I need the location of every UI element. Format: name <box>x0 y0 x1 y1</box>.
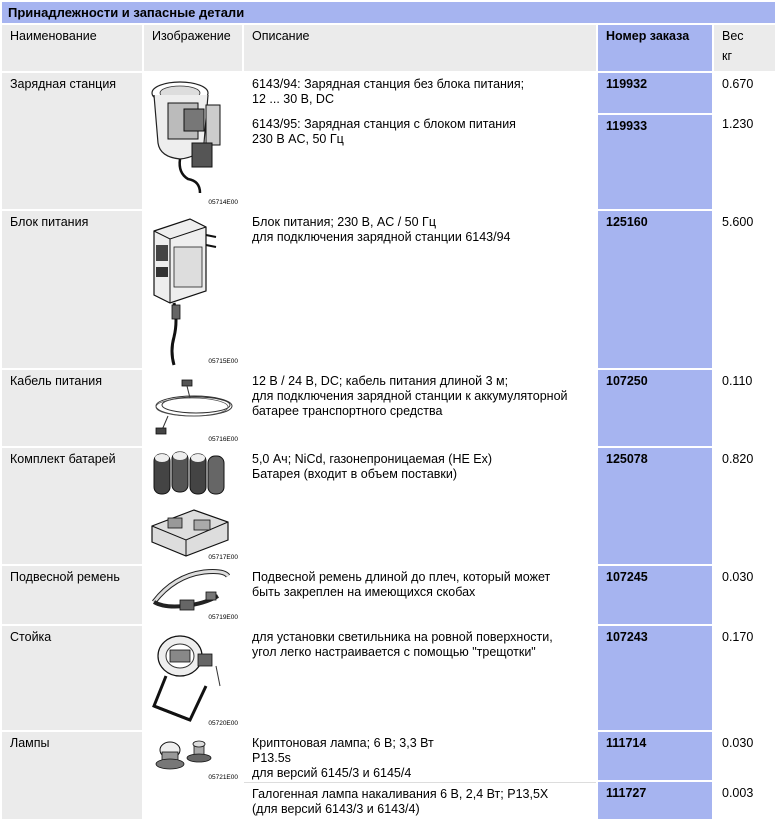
header-weight-label: Вес <box>722 29 744 43</box>
lamp-image <box>144 732 242 819</box>
weight-value: 0.030 <box>714 732 775 780</box>
order-number: 119932 <box>598 73 712 113</box>
row-description <box>244 113 596 209</box>
description-line: угол легко настраивается с помощью "трещотки" <box>252 645 536 659</box>
row-description <box>244 73 596 113</box>
charging-station-image <box>144 73 242 209</box>
figure-code: 05720E00 <box>208 720 238 727</box>
figure-code: 05719E00 <box>208 614 238 621</box>
header-image: Изображение <box>144 25 242 71</box>
row-description <box>244 211 596 368</box>
battery-pack-icon <box>144 448 242 564</box>
description-line: 6143/94: Зарядная станция без блока питания; <box>252 77 525 91</box>
row-name: Блок питания <box>2 211 142 368</box>
weight-value: 0.670 <box>714 73 775 113</box>
shoulder-strap-image <box>144 566 242 624</box>
order-number: 111714 <box>598 732 712 780</box>
charging-station-icon <box>144 73 242 209</box>
description-line: 6143/95: Зарядная станция с блоком питания <box>252 117 516 131</box>
order-number: 125078 <box>598 448 712 564</box>
order-number: 107250 <box>598 370 712 446</box>
figure-code: 05714E00 <box>208 199 238 206</box>
stand-icon <box>144 626 242 730</box>
weight-value: 0.110 <box>714 370 775 446</box>
description-line: 12 В / 24 В, DC; кабель питания длиной 3 м; <box>252 374 509 388</box>
row-description <box>244 566 596 624</box>
header-weight-unit: кг <box>722 49 733 63</box>
description-line: Галогенная лампа накаливания 6 В, 2,4 Вт; P13,5X <box>252 787 549 801</box>
row-name: Стойка <box>2 626 142 730</box>
description-line: для подключения зарядной станции к аккумуляторной <box>252 389 568 403</box>
row-name: Лампы <box>2 732 142 819</box>
weight-value: 0.003 <box>714 782 775 819</box>
description-line: для подключения зарядной станции 6143/94 <box>252 230 511 244</box>
description-line: Криптоновая лампа; 6 В; 3,3 Вт <box>252 736 434 750</box>
power-supply-image <box>144 211 242 368</box>
power-supply-icon <box>144 211 242 368</box>
figure-code: 05715E00 <box>208 358 238 365</box>
weight-value: 1.230 <box>714 113 775 209</box>
table-title: Принадлежности и запасные детали <box>2 2 775 23</box>
power-cable-icon <box>144 370 242 446</box>
weight-value: 0.170 <box>714 626 775 730</box>
row-name: Кабель питания <box>2 370 142 446</box>
description-line: (для версий 6143/3 и 6143/4) <box>252 802 420 816</box>
row-description <box>244 626 596 730</box>
description-line: 12 ... 30 В, DC <box>252 92 334 106</box>
header-name: Наименование <box>2 25 142 71</box>
weight-value: 0.030 <box>714 566 775 624</box>
header-weight <box>714 25 775 71</box>
stand-image <box>144 626 242 730</box>
weight-value: 0.820 <box>714 448 775 564</box>
row-description <box>244 370 596 446</box>
description-line: P13.5s <box>252 751 291 765</box>
battery-pack-image <box>144 448 242 564</box>
order-number: 107245 <box>598 566 712 624</box>
row-description <box>244 448 596 564</box>
description-line: быть закреплен на имеющихся скобах <box>252 585 476 599</box>
figure-code: 05717E00 <box>208 554 238 561</box>
header-order-number: Номер заказа <box>598 25 712 71</box>
order-number: 111727 <box>598 782 712 819</box>
row-description <box>244 732 596 780</box>
figure-code: 05716E00 <box>208 436 238 443</box>
row-name: Подвесной ремень <box>2 566 142 624</box>
order-number: 119933 <box>598 113 712 209</box>
weight-value: 5.600 <box>714 211 775 368</box>
row-name: Комплект батарей <box>2 448 142 564</box>
row-description <box>244 782 596 819</box>
description-line: батарее транспортного средства <box>252 404 443 418</box>
power-cable-image <box>144 370 242 446</box>
description-line: для установки светильника на ровной поверхности, <box>252 630 553 644</box>
figure-code: 05721E00 <box>208 774 238 781</box>
description-line: Батарея (входит в объем поставки) <box>252 467 458 481</box>
header-description: Описание <box>244 25 596 71</box>
description-line: 5,0 Ач; NiCd, газонепроницаемая (НЕ Ex) <box>252 452 493 466</box>
description-line: 230 В AC, 50 Гц <box>252 132 344 146</box>
order-number: 107243 <box>598 626 712 730</box>
description-line: Блок питания; 230 В, AC / 50 Гц <box>252 215 436 229</box>
order-number: 125160 <box>598 211 712 368</box>
row-name: Зарядная станция <box>2 73 142 209</box>
description-line: для версий 6145/3 и 6145/4 <box>252 766 412 780</box>
description-line: Подвесной ремень длиной до плеч, который может <box>252 570 551 584</box>
